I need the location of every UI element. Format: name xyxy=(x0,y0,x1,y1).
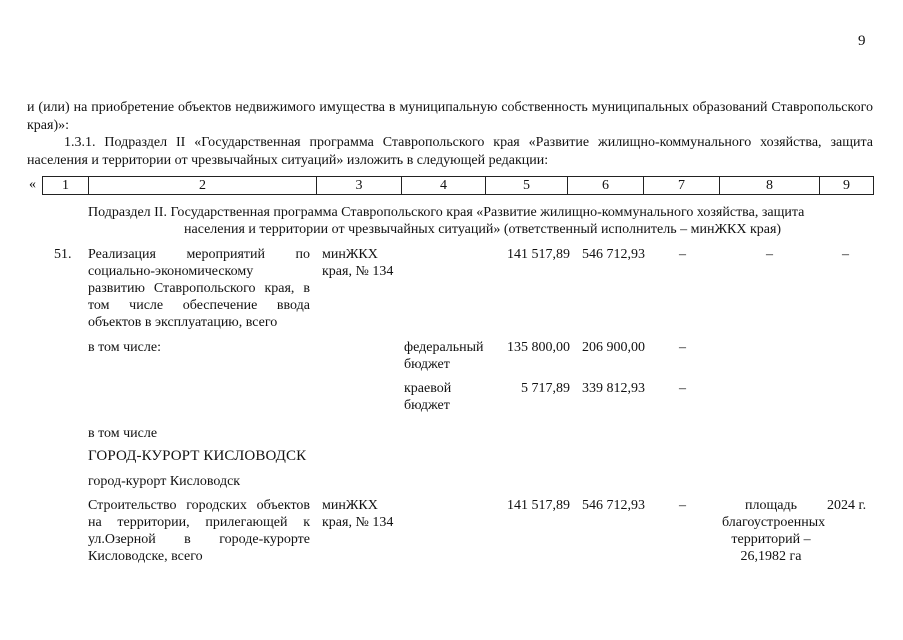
city-heading: город-курорт Кисловодск xyxy=(88,474,241,489)
intro-paragraph-continuation: и (или) на приобретение объектов недвижимого имущества в муниципальную собственность муниципальных образований Ставропольского края)»: xyxy=(27,100,873,133)
row-51-executor: минЖКХ края, № 134 xyxy=(322,247,394,279)
city-heading-caps: ГОРОД-КУРОРТ КИСЛОВОДСК xyxy=(88,448,307,464)
construction-col8: площадь благоустроенных территорий – 26,1982 га xyxy=(722,498,826,564)
construction-col6: 546 712,93 xyxy=(582,498,645,513)
regional-col5: 5 717,89 xyxy=(521,381,570,396)
row-51-number: 51. xyxy=(54,247,72,262)
construction-description: Строительство городских объектов на территории, прилегающей к ул.Озерной в городе-курорте Кисловодске, всего xyxy=(88,498,310,564)
column-number-header xyxy=(42,176,874,195)
federal-col7: – xyxy=(679,340,686,355)
row-51-col8: – xyxy=(766,247,773,262)
federal-col6: 206 900,00 xyxy=(582,340,645,355)
row-51-col6: 546 712,93 xyxy=(582,247,645,262)
federal-col5: 135 800,00 xyxy=(507,340,570,355)
header-col-5: 5 xyxy=(486,177,568,195)
intro-paragraph-amendment: 1.3.1. Подраздел II «Государственная программа Ставропольского края «Развитие жилищно-коммунального хозяйства, защита населения и территории от чрезвычайных ситуаций» изложить в следующей редакции: xyxy=(27,135,873,168)
subsection-title xyxy=(88,204,878,238)
construction-col9: 2024 г. xyxy=(827,498,867,513)
regional-col6: 339 812,93 xyxy=(582,381,645,396)
header-col-9: 9 xyxy=(820,177,874,195)
including-label-2: в том числе xyxy=(88,426,158,441)
construction-executor: минЖКХ края, № 134 xyxy=(322,498,394,530)
page-number: 9 xyxy=(858,33,866,49)
construction-col7: – xyxy=(679,498,686,513)
header-col-1: 1 xyxy=(43,177,89,195)
including-label: в том числе: xyxy=(88,340,161,355)
header-col-3: 3 xyxy=(317,177,402,195)
row-51-col9: – xyxy=(842,247,849,262)
subsection-title-line-2: населения и территории от чрезвычайных ситуаций» (ответственный исполнитель – минЖКХ края) xyxy=(184,222,782,237)
subsection-title-line-1: Подраздел II. Государственная программа Ставропольского края «Развитие жилищно-коммунального хозяйства, защита xyxy=(88,205,805,220)
regional-budget-source: краевой бюджет xyxy=(404,381,452,413)
row-51-description: Реализация мероприятий по социально-экономическому развитию Ставропольского края, в том числе обеспечение ввода объектов в эксплуатацию, всего xyxy=(88,247,310,330)
row-51-col5: 141 517,89 xyxy=(507,247,570,262)
header-col-2: 2 xyxy=(89,177,317,195)
construction-col5: 141 517,89 xyxy=(507,498,570,513)
header-col-6: 6 xyxy=(568,177,644,195)
federal-budget-source: федеральный бюджет xyxy=(404,340,484,372)
regional-col7: – xyxy=(679,381,686,396)
header-col-7: 7 xyxy=(644,177,720,195)
header-col-8: 8 xyxy=(720,177,820,195)
row-51-col7: – xyxy=(679,247,686,262)
opening-quote-mark: « xyxy=(29,177,36,192)
header-col-4: 4 xyxy=(402,177,486,195)
